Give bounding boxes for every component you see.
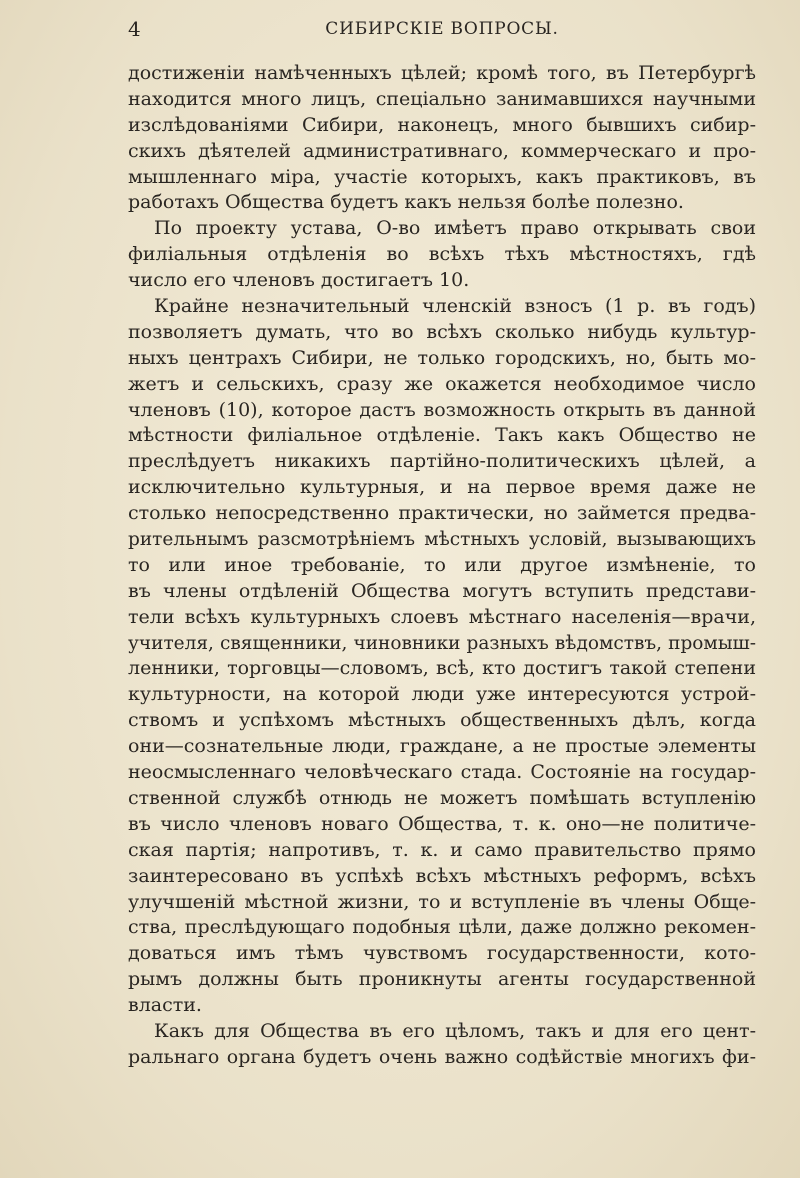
- text-line: заинтересовано въ успѣхѣ всѣхъ мѣстныхъ реформъ, всѣхъ: [128, 864, 756, 887]
- text-line: мышленнаго міра, участіе которыхъ, какъ практиковъ, въ: [128, 165, 756, 188]
- text-line: въ члены отдѣленій Общества могутъ вступить представи-: [128, 579, 756, 602]
- text-line: число его членовъ достигаетъ 10.: [128, 269, 470, 292]
- text-line: позволяетъ думать, что во всѣхъ сколько нибудь культур-: [128, 320, 756, 343]
- text-line: работахъ Общества будетъ какъ нельзя болѣе полезно.: [128, 191, 684, 214]
- text-line: культурности, на которой люди уже интересуются устрой-: [128, 683, 756, 706]
- text-line: тели всѣхъ культурныхъ слоевъ мѣстнаго населенія—врачи,: [128, 605, 756, 628]
- text-line: доваться имъ тѣмъ чувствомъ государственности, кото-: [128, 942, 756, 965]
- text-line: достиженіи намѣченныхъ цѣлей; кромѣ того, въ Петербургѣ: [128, 62, 756, 84]
- text-line: то или иное требованіе, то или другое измѣненіе, то: [128, 553, 756, 576]
- text-line: изслѣдованіями Сибири, наконецъ, много бывшихъ сибир-: [128, 113, 756, 136]
- text-line: учителя, священники, чиновники разныхъ вѣдомствъ, промыш-: [128, 632, 756, 654]
- text-line: скихъ дѣятелей административнаго, коммерческаго и про-: [128, 139, 756, 162]
- text-line: ствомъ и успѣхомъ мѣстныхъ общественныхъ дѣлъ, когда: [128, 709, 756, 732]
- running-title: СИБИРСКІЕ ВОПРОСЫ.: [325, 19, 559, 39]
- text-line: ральнаго органа будетъ очень важно содѣйствіе многихъ фи-: [128, 1045, 756, 1068]
- text-line: рительнымъ разсмотрѣніемъ мѣстныхъ условій, вызывающихъ: [128, 529, 756, 551]
- text-line: преслѣдуетъ никакихъ партійно-политическихъ цѣлей, а: [128, 450, 756, 473]
- text-line: ства, преслѣдующаго подобныя цѣли, даже должно рекомен-: [128, 916, 756, 939]
- text-line: улучшеній мѣстной жизни, то и вступленіе въ члены Обще-: [128, 890, 756, 913]
- text-line: въ число членовъ новаго Общества, т. к. оно—не политиче-: [128, 812, 756, 835]
- text-line: находится много лицъ, спеціально занимавшихся научными: [128, 87, 756, 110]
- text-line: мѣстности филіальное отдѣленіе. Такъ какъ Общество не: [128, 424, 756, 447]
- paragraph-first-line: Крайне незначительный членскій взносъ (1 р. въ годъ): [154, 295, 756, 318]
- text-line: ственной службѣ отнюдь не можетъ помѣшать вступленію: [128, 786, 756, 809]
- text-line: ныхъ центрахъ Сибири, не только городскихъ, но, быть мо-: [128, 346, 756, 369]
- text-line: они—сознательные люди, граждане, а не простые элементы: [128, 735, 756, 758]
- page-number: 4: [128, 17, 141, 41]
- text-line: членовъ (10), которое дастъ возможность открыть въ данной: [128, 398, 756, 421]
- text-line: ская партія; напротивъ, т. к. и само правительство прямо: [128, 838, 756, 861]
- paragraph-first-line: Какъ для Общества въ его цѣломъ, такъ и для его цент-: [154, 1019, 756, 1042]
- text-line: неосмысленнаго человѣческаго стада. Состояніе на государ-: [128, 761, 756, 784]
- text-line: ленники, торговцы—словомъ, всѣ, кто достигъ такой степени: [128, 657, 756, 680]
- text-line: исключительно культурныя, и на первое время даже не: [128, 476, 756, 499]
- text-line: филіальныя отдѣленія во всѣхъ тѣхъ мѣстностяхъ, гдѣ: [128, 243, 756, 266]
- text-line: жетъ и сельскихъ, сразу же окажется необходимое число: [128, 372, 756, 395]
- paragraph-first-line: По проекту устава, О-во имѣетъ право открывать свои: [154, 217, 756, 240]
- text-line: власти.: [128, 994, 202, 1017]
- page-header: [128, 14, 756, 44]
- text-line: столько непосредственно практически, но займется предва-: [128, 502, 756, 525]
- text-line: рымъ должны быть проникнуты агенты государственной: [128, 968, 756, 991]
- body-text: [128, 61, 756, 1071]
